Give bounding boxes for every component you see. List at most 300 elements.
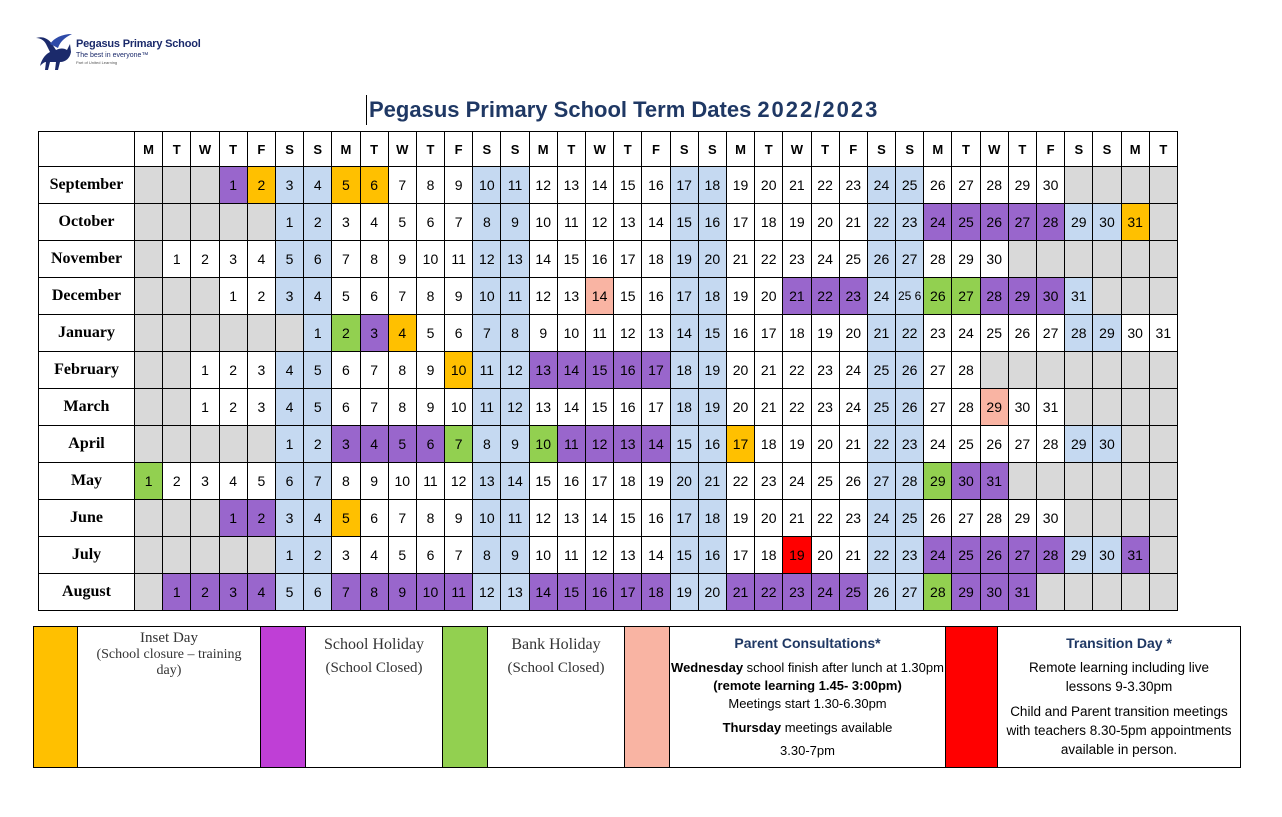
empty-cell [1149,500,1177,537]
day-cell: 10 [529,426,557,463]
day-cell: 18 [783,315,811,352]
day-cell: 5 [388,426,416,463]
empty-cell [1149,463,1177,500]
day-cell: 12 [529,167,557,204]
day-cell: 4 [247,574,275,611]
day-cell: 28 [896,463,924,500]
legend-inset-note: (School closure – training day) [96,647,242,678]
weekday-header: S [1093,132,1121,167]
day-cell: 16 [614,352,642,389]
day-cell: 9 [388,241,416,278]
day-cell: 7 [388,278,416,315]
empty-cell [135,204,163,241]
empty-cell [163,278,191,315]
weekday-header: T [219,132,247,167]
day-cell: 13 [557,500,585,537]
empty-cell [219,315,247,352]
day-cell: 16 [586,574,614,611]
day-cell: 8 [501,315,529,352]
legend-holiday-note: (School Closed) [325,660,423,676]
day-cell: 4 [388,315,416,352]
day-cell: 25 [896,500,924,537]
day-cell: 27 [952,278,980,315]
day-cell: 12 [586,537,614,574]
day-cell: 23 [924,315,952,352]
day-cell: 17 [670,167,698,204]
month-label: July [39,537,135,574]
day-cell: 29 [1008,500,1036,537]
day-cell: 24 [952,315,980,352]
weekday-header: S [275,132,303,167]
day-cell: 11 [557,204,585,241]
day-cell: 24 [924,204,952,241]
day-cell: 24 [867,278,895,315]
weekday-header: W [980,132,1008,167]
day-cell: 27 [952,500,980,537]
weekday-header: S [501,132,529,167]
day-cell: 27 [924,389,952,426]
day-cell: 17 [586,463,614,500]
legend-inset-title: Inset Day [140,630,198,646]
day-cell: 14 [586,500,614,537]
legend-swatch-inset [34,627,78,768]
empty-cell [1149,389,1177,426]
day-cell: 27 [1037,315,1065,352]
legend-consultation-thursday-time: 3.30-7pm [780,743,835,758]
day-cell: 11 [445,574,473,611]
day-cell: 28 [1037,426,1065,463]
day-cell: 30 [1121,315,1149,352]
day-cell: 27 [1008,204,1036,241]
day-cell: 22 [867,537,895,574]
day-cell: 30 [1093,426,1121,463]
day-cell: 26 [896,352,924,389]
day-cell: 28 [952,352,980,389]
day-cell: 18 [755,537,783,574]
legend-consultation-meetings: Meetings start 1.30-6.30pm [728,696,887,711]
day-cell: 30 [980,241,1008,278]
day-cell: 19 [698,352,726,389]
day-cell: 18 [670,389,698,426]
day-cell: 7 [445,537,473,574]
day-cell: 24 [867,500,895,537]
empty-cell [135,315,163,352]
day-cell: 28 [952,389,980,426]
day-cell: 16 [586,241,614,278]
empty-cell [163,500,191,537]
day-cell: 29 [1008,278,1036,315]
day-cell: 27 [1008,537,1036,574]
empty-cell [135,500,163,537]
day-cell: 21 [783,278,811,315]
day-cell: 12 [501,352,529,389]
month-row-july [39,537,1178,574]
day-cell: 25 [952,204,980,241]
weekday-header: M [332,132,360,167]
weekday-header: F [445,132,473,167]
day-cell: 17 [726,537,754,574]
day-cell: 10 [388,463,416,500]
empty-cell [163,537,191,574]
day-cell: 9 [501,426,529,463]
day-cell: 27 [896,574,924,611]
day-cell: 29 [1008,167,1036,204]
day-cell: 16 [614,389,642,426]
weekday-header: T [416,132,444,167]
day-cell: 11 [416,463,444,500]
month-row-november [39,241,1178,278]
day-cell: 7 [332,241,360,278]
day-cell: 18 [755,426,783,463]
day-cell: 5 [304,352,332,389]
school-logo [34,30,201,74]
month-row-june [39,500,1178,537]
day-cell: 21 [783,500,811,537]
day-cell: 29 [1093,315,1121,352]
empty-cell [191,537,219,574]
weekday-header: S [304,132,332,167]
day-cell: 19 [726,167,754,204]
day-cell: 20 [670,463,698,500]
empty-cell [1121,389,1149,426]
day-cell: 4 [304,500,332,537]
empty-cell [1065,352,1093,389]
day-cell: 11 [501,167,529,204]
day-cell: 13 [614,426,642,463]
month-row-january [39,315,1178,352]
day-cell: 21 [839,204,867,241]
empty-cell [1093,352,1121,389]
month-row-october [39,204,1178,241]
day-cell: 14 [501,463,529,500]
day-cell: 3 [360,315,388,352]
weekday-header: T [952,132,980,167]
empty-cell [135,537,163,574]
day-cell: 12 [529,500,557,537]
day-cell: 30 [980,574,1008,611]
legend-transition [998,627,1241,768]
day-cell: 2 [332,315,360,352]
day-cell: 26 [839,463,867,500]
empty-cell [1121,241,1149,278]
empty-cell [1093,463,1121,500]
empty-cell [1149,204,1177,241]
weekday-header: S [896,132,924,167]
day-cell: 19 [783,204,811,241]
day-cell: 7 [388,167,416,204]
empty-cell [1121,167,1149,204]
empty-cell [191,167,219,204]
day-cell: 14 [586,278,614,315]
day-cell: 18 [755,204,783,241]
day-cell: 1 [219,278,247,315]
day-cell: 10 [557,315,585,352]
day-cell: 14 [642,426,670,463]
day-cell: 14 [586,167,614,204]
day-cell: 10 [473,500,501,537]
day-cell: 10 [445,352,473,389]
empty-cell [135,241,163,278]
empty-cell [1093,500,1121,537]
day-cell: 13 [614,204,642,241]
day-cell: 30 [952,463,980,500]
month-label: April [39,426,135,463]
day-cell: 9 [529,315,557,352]
day-cell: 5 [332,167,360,204]
empty-cell [1121,426,1149,463]
day-cell: 23 [811,352,839,389]
day-cell: 21 [839,537,867,574]
day-cell: 31 [1065,278,1093,315]
legend-holiday [306,627,443,768]
legend-swatch-holiday [261,627,306,768]
month-label: June [39,500,135,537]
day-cell: 17 [670,500,698,537]
weekday-header: F [642,132,670,167]
day-cell: 8 [360,574,388,611]
day-cell: 7 [388,500,416,537]
legend [33,626,1241,768]
day-cell: 1 [275,204,303,241]
weekday-header: T [755,132,783,167]
day-cell: 17 [614,574,642,611]
empty-cell [191,278,219,315]
day-cell: 26 [980,204,1008,241]
empty-cell [1149,426,1177,463]
day-cell: 2 [219,352,247,389]
day-cell: 20 [811,537,839,574]
empty-cell [1149,537,1177,574]
month-row-february [39,352,1178,389]
day-cell: 19 [783,426,811,463]
day-cell: 5 [247,463,275,500]
legend-inset [78,627,261,768]
logo-affiliation: Part of United Learning [76,60,118,65]
day-cell: 7 [332,574,360,611]
day-cell: 10 [416,574,444,611]
day-cell: 25 [839,241,867,278]
weekday-header: W [586,132,614,167]
day-cell: 9 [445,500,473,537]
day-cell: 13 [473,463,501,500]
day-cell: 17 [642,389,670,426]
day-cell: 28 [1037,537,1065,574]
title-year: 2022/2023 [757,97,880,122]
day-cell: 10 [529,537,557,574]
day-cell: 2 [247,278,275,315]
day-cell: 24 [783,463,811,500]
day-cell: 28 [1037,204,1065,241]
month-label: December [39,278,135,315]
day-cell: 15 [670,537,698,574]
legend-swatch-consultation [625,627,670,768]
day-cell: 11 [473,389,501,426]
title-text: Pegasus Primary School Term Dates [369,97,752,122]
day-cell: 6 [416,204,444,241]
month-label: September [39,167,135,204]
day-cell: 20 [755,500,783,537]
day-cell: 14 [529,574,557,611]
day-cell: 29 [952,241,980,278]
empty-cell [247,315,275,352]
empty-cell [135,426,163,463]
day-cell: 31 [1008,574,1036,611]
day-cell: 9 [501,537,529,574]
pegasus-logo-icon [34,30,74,72]
day-cell: 4 [304,278,332,315]
weekday-header: T [557,132,585,167]
empty-cell [135,389,163,426]
weekday-header: M [726,132,754,167]
day-cell: 29 [952,574,980,611]
day-cell: 2 [163,463,191,500]
day-cell: 1 [163,574,191,611]
legend-holiday-title: School Holiday [324,636,424,653]
empty-cell [163,352,191,389]
day-cell: 4 [304,167,332,204]
empty-cell [1149,167,1177,204]
day-cell: 22 [867,426,895,463]
empty-cell [1008,241,1036,278]
day-cell: 20 [726,352,754,389]
day-cell: 2 [219,389,247,426]
legend-bank [488,627,625,768]
day-cell: 7 [473,315,501,352]
day-cell: 29 [1065,204,1093,241]
day-cell: 12 [586,204,614,241]
day-cell: 20 [726,389,754,426]
day-cell: 22 [726,463,754,500]
day-cell: 2 [247,500,275,537]
day-cell: 10 [473,278,501,315]
day-cell: 19 [642,463,670,500]
day-cell: 15 [557,241,585,278]
day-cell: 17 [755,315,783,352]
day-cell: 16 [698,426,726,463]
empty-cell [1149,278,1177,315]
day-cell: 25 [867,389,895,426]
day-cell: 18 [698,278,726,315]
day-cell: 15 [557,574,585,611]
day-cell: 7 [304,463,332,500]
empty-cell [191,315,219,352]
empty-cell [1037,352,1065,389]
month-row-september [39,167,1178,204]
weekday-header: W [191,132,219,167]
day-cell: 30 [1093,204,1121,241]
day-cell: 26 [980,426,1008,463]
day-cell: 24 [839,389,867,426]
day-cell: 25 [839,574,867,611]
day-cell: 5 [304,389,332,426]
day-cell: 19 [698,389,726,426]
day-cell: 20 [755,278,783,315]
day-cell: 18 [642,241,670,278]
day-cell: 2 [304,204,332,241]
day-cell: 9 [416,352,444,389]
empty-cell [980,352,1008,389]
day-cell: 9 [388,574,416,611]
day-cell: 18 [642,574,670,611]
day-cell: 14 [557,352,585,389]
day-cell: 1 [191,389,219,426]
day-cell: 15 [586,389,614,426]
day-cell: 5 [416,315,444,352]
day-cell: 30 [1037,278,1065,315]
day-cell: 12 [529,278,557,315]
day-cell: 2 [191,574,219,611]
day-cell: 6 [360,278,388,315]
weekday-header: T [163,132,191,167]
day-cell: 11 [586,315,614,352]
day-cell: 24 [924,537,952,574]
day-cell: 3 [332,537,360,574]
day-cell: 2 [191,241,219,278]
day-cell: 30 [1093,537,1121,574]
day-cell: 28 [980,278,1008,315]
empty-cell [1093,574,1121,611]
day-cell: 11 [473,352,501,389]
day-cell: 3 [275,167,303,204]
day-cell: 6 [360,500,388,537]
day-cell: 17 [726,426,754,463]
day-cell: 1 [191,352,219,389]
day-cell: 8 [473,537,501,574]
day-cell: 15 [586,352,614,389]
day-cell: 26 [1008,315,1036,352]
day-cell: 8 [332,463,360,500]
empty-cell [1149,241,1177,278]
day-cell: 9 [360,463,388,500]
day-cell: 27 [896,241,924,278]
empty-cell [191,426,219,463]
empty-cell [247,537,275,574]
legend-swatch-transition [946,627,998,768]
day-cell: 22 [783,352,811,389]
day-cell: 14 [557,389,585,426]
day-cell: 21 [726,241,754,278]
day-cell: 28 [1065,315,1093,352]
weekday-header: F [247,132,275,167]
day-cell: 24 [867,167,895,204]
day-cell: 4 [275,352,303,389]
month-label: May [39,463,135,500]
day-cell: 26 [867,241,895,278]
day-cell: 22 [811,500,839,537]
day-cell: 19 [670,241,698,278]
day-cell: 22 [755,574,783,611]
day-cell: 29 [1065,426,1093,463]
empty-cell [247,204,275,241]
empty-cell [135,574,163,611]
day-cell: 23 [839,167,867,204]
day-cell: 23 [839,278,867,315]
day-cell: 15 [614,278,642,315]
day-cell: 20 [811,204,839,241]
day-cell: 9 [445,278,473,315]
day-cell: 25 [980,315,1008,352]
day-cell: 13 [501,241,529,278]
day-cell: 4 [219,463,247,500]
day-cell: 21 [839,426,867,463]
empty-cell [1121,463,1149,500]
day-cell: 24 [811,574,839,611]
day-cell: 17 [670,278,698,315]
empty-cell [135,167,163,204]
day-cell: 8 [416,278,444,315]
empty-cell [191,204,219,241]
day-cell: 25 [952,426,980,463]
